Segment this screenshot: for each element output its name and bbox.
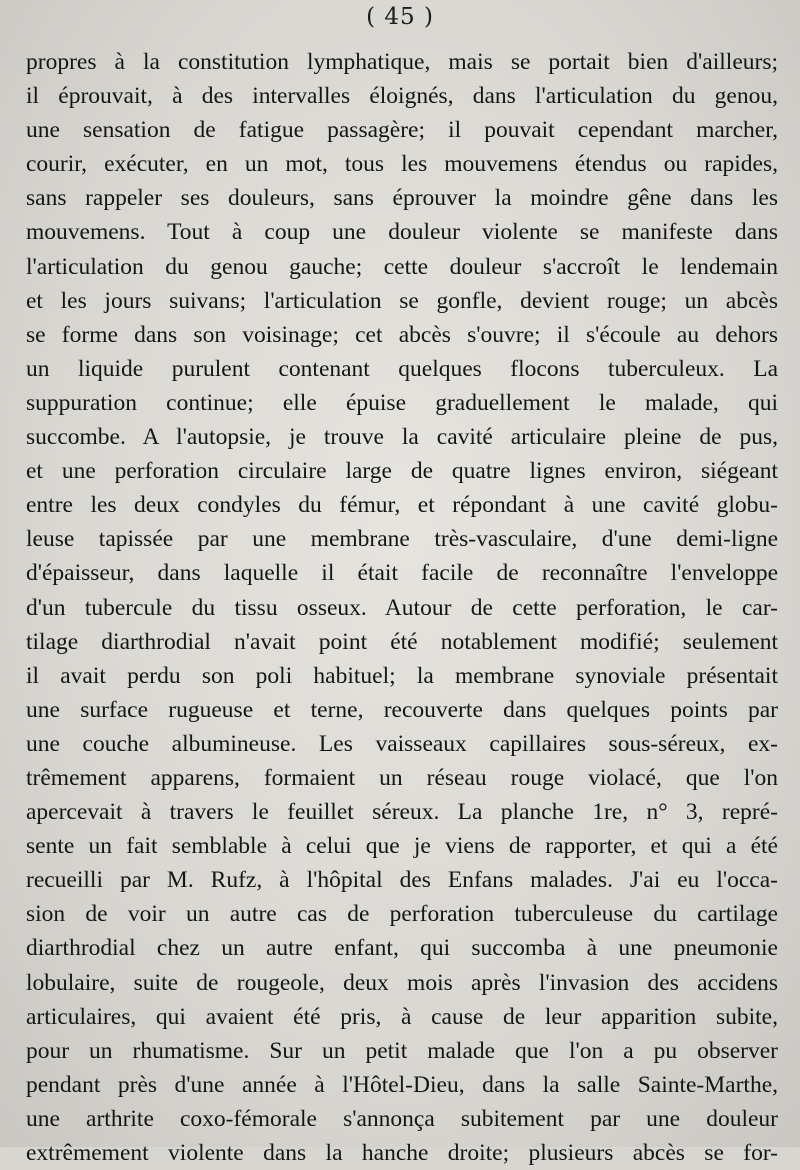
text-line: et une perforation circulaire large de quatre lignes environ, siégeant <box>26 458 778 485</box>
text-line: l'articulation du genou gauche; cette douleur s'accroît le lendemain <box>26 253 778 280</box>
text-line: et les jours suivans; l'articulation se gonfle, devient rouge; un abcès <box>26 287 778 314</box>
text-line: sente un fait semblable à celui que je viens de rapporter, et qui a été <box>26 833 778 860</box>
text-line: courir, exécuter, en un mot, tous les mouvemens étendus ou rapides, <box>26 151 778 178</box>
text-line: diarthrodial chez un autre enfant, qui succomba à une pneumonie <box>26 935 778 962</box>
text-line: d'épaisseur, dans laquelle il était facile de reconnaître l'enveloppe <box>26 560 778 587</box>
text-line: pendant près d'une année à l'Hôtel-Dieu, dans la salle Sainte-Marthe, <box>26 1071 778 1098</box>
text-line: lobulaire, suite de rougeole, deux mois après l'invasion des accidens <box>26 969 778 996</box>
text-line: un liquide purulent contenant quelques flocons tuberculeux. La <box>26 355 778 382</box>
text-line: mouvemens. Tout à coup une douleur violente se manifeste dans <box>26 219 778 246</box>
text-line: il avait perdu son poli habituel; la membrane synoviale présentait <box>26 662 778 689</box>
text-line: leuse tapissée par une membrane très-vasculaire, d'une demi-ligne <box>26 526 778 553</box>
text-line: une couche albumineuse. Les vaisseaux capillaires sous-séreux, ex- <box>26 730 778 757</box>
text-line: une sensation de fatigue passagère; il pouvait cependant marcher, <box>26 117 778 144</box>
text-line: pour un rhumatisme. Sur un petit malade que l'on a pu observer <box>26 1037 778 1064</box>
text-line: suppuration continue; elle épuise graduellement le malade, qui <box>26 389 778 416</box>
text-line: une arthrite coxo-fémorale s'annonça subitement par une douleur <box>26 1105 778 1132</box>
text-line: recueilli par M. Rufz, à l'hôpital des Enfans malades. J'ai eu l'occa- <box>26 867 778 894</box>
text-line: articulaires, qui avaient été pris, à cause de leur apparition subite, <box>26 1003 778 1030</box>
text-line: sion de voir un autre cas de perforation tuberculeuse du cartilage <box>26 901 778 928</box>
page-number: ( 45 ) <box>366 4 434 30</box>
text-line: sans rappeler ses douleurs, sans éprouver la moindre gêne dans les <box>26 185 778 212</box>
text-line: entre les deux condyles du fémur, et répondant à une cavité globu- <box>26 492 778 519</box>
text-line: tilage diarthrodial n'avait point été notablement modifié; seulement <box>26 628 778 655</box>
text-line: se forme dans son voisinage; cet abcès s'ouvre; il s'écoule au dehors <box>26 321 778 348</box>
text-line: il éprouvait, à des intervalles éloignés, dans l'articulation du genou, <box>26 83 778 110</box>
text-line: extrêmement violente dans la hanche droite; plusieurs abcès se for- <box>26 1140 778 1166</box>
text-line: trêmement apparens, formaient un réseau rouge violacé, que l'on <box>26 764 778 791</box>
text-line: apercevait à travers le feuillet séreux. La planche 1re, n° 3, repré- <box>26 799 778 826</box>
text-line: propres à la constitution lymphatique, mais se portait bien d'ailleurs; <box>26 49 778 75</box>
text-line: d'un tubercule du tissu osseux. Autour de cette perforation, le car- <box>26 594 778 621</box>
text-line: une surface rugueuse et terne, recouverte dans quelques points par <box>26 696 778 723</box>
text-line: succombe. A l'autopsie, je trouve la cavité articulaire pleine de pus, <box>26 424 778 451</box>
body-text <box>26 45 778 1170</box>
